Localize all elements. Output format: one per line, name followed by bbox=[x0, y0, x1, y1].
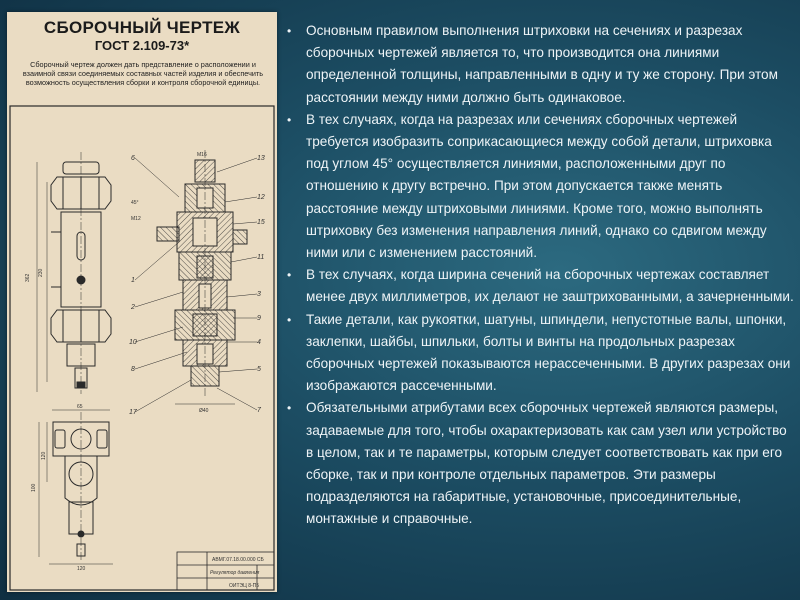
top-view bbox=[39, 410, 113, 564]
svg-text:15: 15 bbox=[257, 219, 265, 226]
svg-text:6: 6 bbox=[131, 155, 135, 162]
dimension-65: 65 bbox=[77, 404, 83, 410]
dimension-120-bottom: 120 bbox=[77, 566, 86, 572]
callouts-right bbox=[257, 155, 265, 414]
technical-drawing bbox=[7, 12, 277, 592]
dimension-45: 45° bbox=[131, 200, 139, 206]
stamp-group: ОИТЭЦ 8-П5 bbox=[229, 583, 260, 589]
front-view bbox=[37, 152, 111, 394]
drawing-description: Сборочный чертеж должен дать представление о расположении и взаимной связи соединяемых составных частей изделия и обеспечить возможность осуществления сборки и контроля сборочной единицы. bbox=[22, 60, 264, 87]
svg-text:9: 9 bbox=[257, 315, 261, 322]
dimension-100: 100 bbox=[31, 483, 37, 492]
bullet-text: В тех случаях, когда на разрезах или сечениях сборочных чертежей требуется изобразить соприкасающиеся между собой детали, штриховка под углом 45° осуществляется линиями, расположенными друг по отношению к другу встречно. При этом допускается также менять расстояние между штриховыми линиями. Кроме того, можно выполнять штриховку без изменения направления линий, однако со сдвигом между ними или с изменением расстояний. bbox=[306, 111, 772, 261]
bullet-text: Обязательными атрибутами всех сборочных чертежей являются размеры, задаваемые для того, чтобы охарактеризовать как сам узел или устройство в целом, так и те параметры, которым следует соответствовать как при его сборке, так и при контроле отдельных параметров. Эти размеры подразделяются на габаритные, установочные, присоединительные, монтажные и справочные. bbox=[306, 400, 787, 527]
callouts-left bbox=[129, 155, 138, 416]
svg-text:2: 2 bbox=[131, 304, 135, 311]
bullet-text: Такие детали, как рукоятки, шатуны, шпиндели, непустотные валы, шпонки, заклепки, шайбы, шпильки, болты и винты на продольных разрезах сборочных чертежей показываются нерассеченными. В других разрезах они изображаются рассеченными. bbox=[306, 311, 791, 394]
dimension-120: 120 bbox=[41, 451, 47, 460]
bullet-dot-icon: • bbox=[287, 24, 292, 38]
dimension-m16: M16 bbox=[197, 152, 207, 158]
bullet-item bbox=[284, 109, 796, 264]
bullet-item bbox=[284, 309, 796, 398]
dimension-230: 230 bbox=[38, 268, 44, 277]
dimension-d40: Ø40 bbox=[199, 408, 209, 414]
bullet-text: В тех случаях, когда ширина сечений на сборочных чертежах составляет менее двух миллиметров, их делают не заштрихованными, а зачерненными. bbox=[306, 267, 794, 305]
svg-text:12: 12 bbox=[257, 194, 265, 201]
bullet-item bbox=[284, 264, 796, 308]
drawing-title: СБОРОЧНЫЙ ЧЕРТЕЖ bbox=[43, 18, 241, 37]
svg-text:17: 17 bbox=[129, 409, 137, 416]
svg-text:3: 3 bbox=[257, 291, 261, 298]
bullet-dot-icon: • bbox=[287, 312, 292, 327]
svg-text:1: 1 bbox=[131, 277, 135, 284]
bullet-dot-icon: • bbox=[287, 268, 292, 283]
bullet-item bbox=[284, 20, 796, 109]
dimension-m12: M12 bbox=[131, 216, 141, 222]
svg-text:4: 4 bbox=[257, 339, 261, 346]
bullet-dot-icon: • bbox=[287, 112, 292, 127]
svg-text:5: 5 bbox=[257, 366, 261, 373]
stamp-name: Регулятор давления bbox=[210, 570, 260, 576]
drawing-frame bbox=[10, 106, 274, 590]
assembly-drawing-image bbox=[7, 12, 277, 592]
bullet-item bbox=[284, 397, 796, 530]
svg-text:11: 11 bbox=[257, 254, 265, 261]
svg-text:8: 8 bbox=[131, 366, 135, 373]
svg-text:10: 10 bbox=[129, 339, 137, 346]
drawing-subtitle: ГОСТ 2.109-73* bbox=[94, 38, 190, 53]
section-view bbox=[157, 150, 247, 397]
bullet-dot-icon: • bbox=[287, 401, 292, 416]
svg-text:7: 7 bbox=[257, 407, 261, 414]
svg-text:13: 13 bbox=[257, 155, 265, 162]
dimension-362: 362 bbox=[25, 273, 31, 282]
bullet-list bbox=[284, 20, 796, 531]
stamp-code: АВМГ.07.18.00.000 СБ bbox=[212, 557, 264, 563]
bullet-text: Основным правилом выполнения штриховки на сечениях и разрезах сборочных чертежей является то, что производится она линиями определенной толщины, направленными в одну и ту же сторону. При этом расстоянии между ними должно быть одинаковое. bbox=[306, 23, 778, 105]
